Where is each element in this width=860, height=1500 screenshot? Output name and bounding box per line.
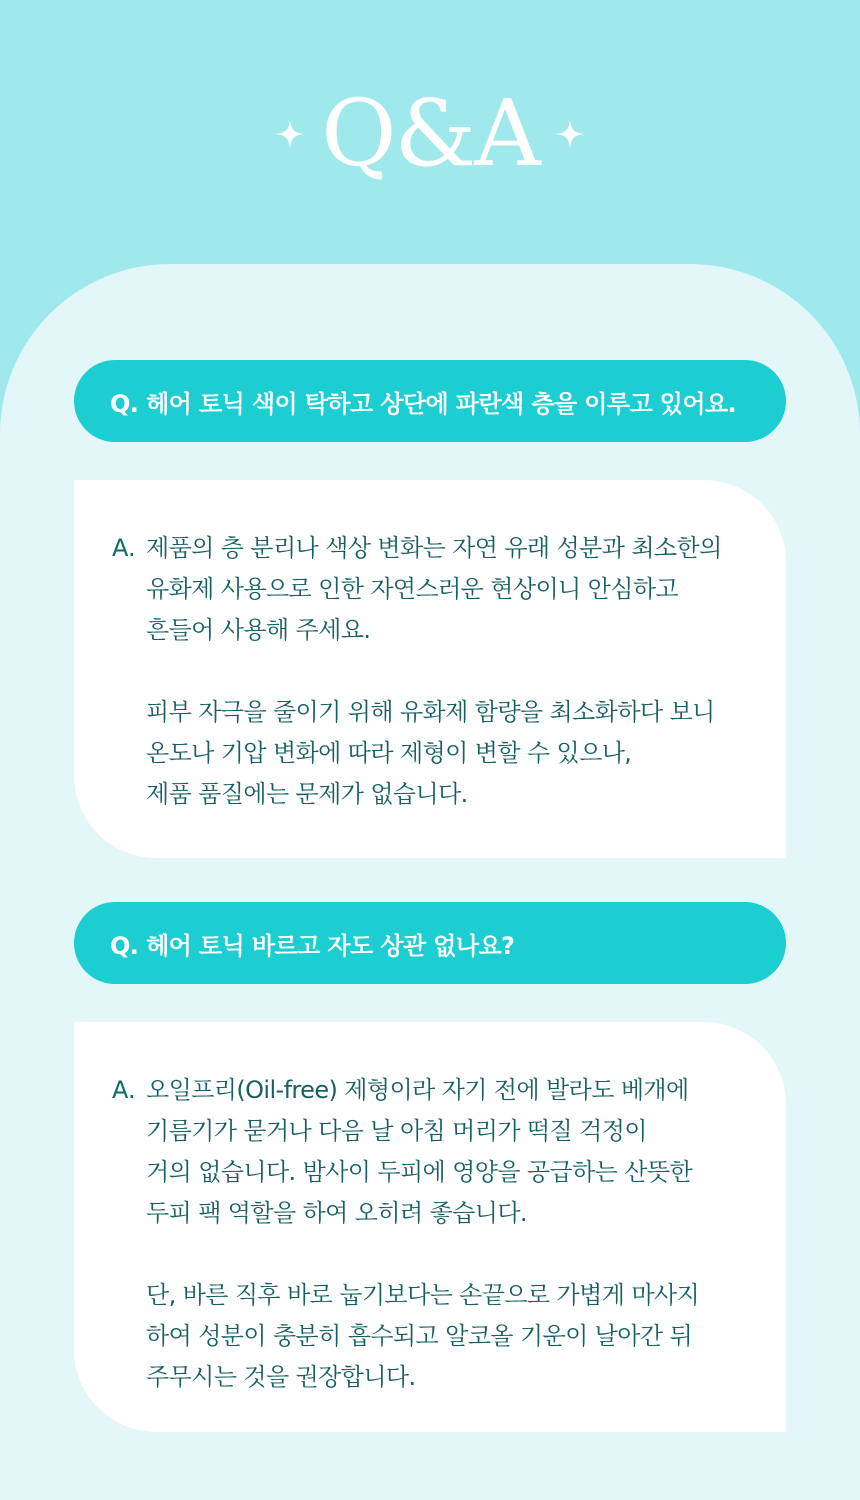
answer-line: 제품의 층 분리나 색상 변화는 자연 유래 성분과 최소한의 <box>146 534 722 562</box>
answer-line: 하여 성분이 충분히 흡수되고 알코올 기운이 날아간 뒤 <box>146 1322 693 1350</box>
answer-line: 주무시는 것을 권장합니다. <box>146 1363 416 1391</box>
answer-body <box>146 1070 699 1398</box>
question-text: Q. 헤어 토닉 바르고 자도 상관 없나요? <box>110 931 515 960</box>
header <box>0 0 860 264</box>
question-text: Q. 헤어 토닉 색이 탁하고 상단에 파란색 층을 이루고 있어요. <box>110 389 737 418</box>
answer-line: 오일프리(Oil-free) 제형이라 자기 전에 발라도 베개에 <box>146 1076 689 1104</box>
answer-body <box>146 528 722 815</box>
answer-line: 온도나 기압 변화에 따라 제형이 변할 수 있으나, <box>146 739 632 767</box>
sparkle-icon <box>273 117 307 151</box>
faq-answer-2 <box>74 1022 786 1432</box>
answer-line: 두피 팩 역할을 하여 오히려 좋습니다. <box>146 1199 527 1227</box>
answer-line: 단, 바른 직후 바로 눕기보다는 손끝으로 가볍게 마사지 <box>146 1281 700 1309</box>
answer-line: 거의 없습니다. 밤사이 두피에 영양을 공급하는 산뜻한 <box>146 1158 693 1186</box>
answer-label: A. <box>112 534 136 562</box>
answer-line: 기름기가 묻거나 다음 날 아침 머리가 떡질 걱정이 <box>146 1117 647 1145</box>
answer-line: 제품 품질에는 문제가 없습니다. <box>146 780 468 808</box>
answer-line: 흔들어 사용해 주세요. <box>146 616 371 644</box>
answer-line: 유화제 사용으로 인한 자연스러운 현상이니 안심하고 <box>146 575 678 603</box>
sparkle-icon <box>553 117 587 151</box>
answer-content <box>112 1070 756 1398</box>
answer-line: 피부 자극을 줄이기 위해 유화제 함량을 최소화하다 보니 <box>146 698 715 726</box>
page-title: Q&A <box>321 80 539 187</box>
faq-question-2 <box>74 902 786 984</box>
paragraph-gap <box>146 1234 699 1275</box>
answer-label: A. <box>112 1076 136 1104</box>
faq-question-1 <box>74 360 786 442</box>
title-row <box>0 74 860 194</box>
answer-content <box>112 528 756 815</box>
paragraph-gap <box>146 651 722 692</box>
faq-answer-1 <box>74 480 786 858</box>
